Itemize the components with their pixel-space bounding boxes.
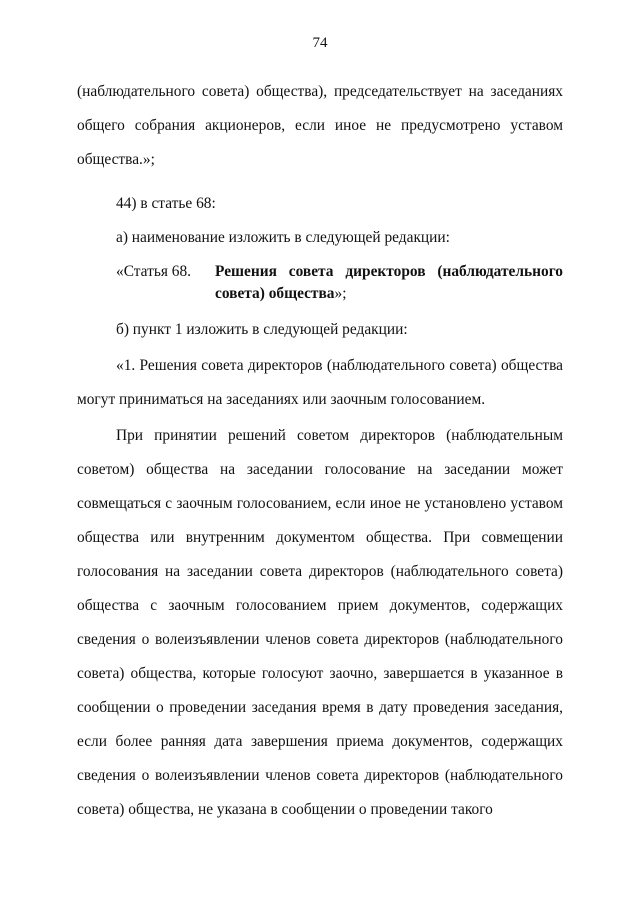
article-title xyxy=(215,261,563,305)
paragraph-item-44: 44) в статье 68: xyxy=(116,195,216,212)
article-title-tail: »; xyxy=(334,285,347,302)
page-number: 74 xyxy=(312,35,328,51)
paragraph-continuation: (наблюдательного совета) общества), председательствует на заседаниях общего собрания акционеров, если иное не предусмотрено уставом общества.»; xyxy=(77,83,563,168)
paragraph-clause-1: «1. Решения совета директоров (наблюдательного совета) общества могут приниматься на заседаниях или заочным голосованием. xyxy=(77,357,563,408)
paragraph-subitem-b: б) пункт 1 изложить в следующей редакции: xyxy=(116,321,408,338)
document-body xyxy=(77,75,563,827)
paragraph-subitem-a: а) наименование изложить в следующей редакции: xyxy=(116,229,450,246)
paragraph-clause-1-text: При принятии решений советом директоров (наблюдательным советом) общества на заседании голосование на заседании может совмещаться с заочным голосованием, если иное не установлено уставом общества или внутренним документом общества. При совмещении голосования на заседании совета директоров (наблюдательного совета) общества с заочным голосованием прием документов, содержащих сведения о волеизъявлении членов совета директоров (наблюдательного совета) общества, которые голосуют заочно, завершается в указанное в сообщении о проведении заседания время в дату проведения заседания, если более ранняя дата завершения приема документов, содержащих сведения о волеизъявлении членов совета директоров (наблюдательного совета) общества, не указана в сообщении о проведении такого xyxy=(77,427,563,818)
article-heading xyxy=(116,255,563,313)
article-label: «Статья 68. xyxy=(116,263,192,280)
article-title-text: Решения совета директоров (наблюдательного совета) общества xyxy=(215,263,563,302)
